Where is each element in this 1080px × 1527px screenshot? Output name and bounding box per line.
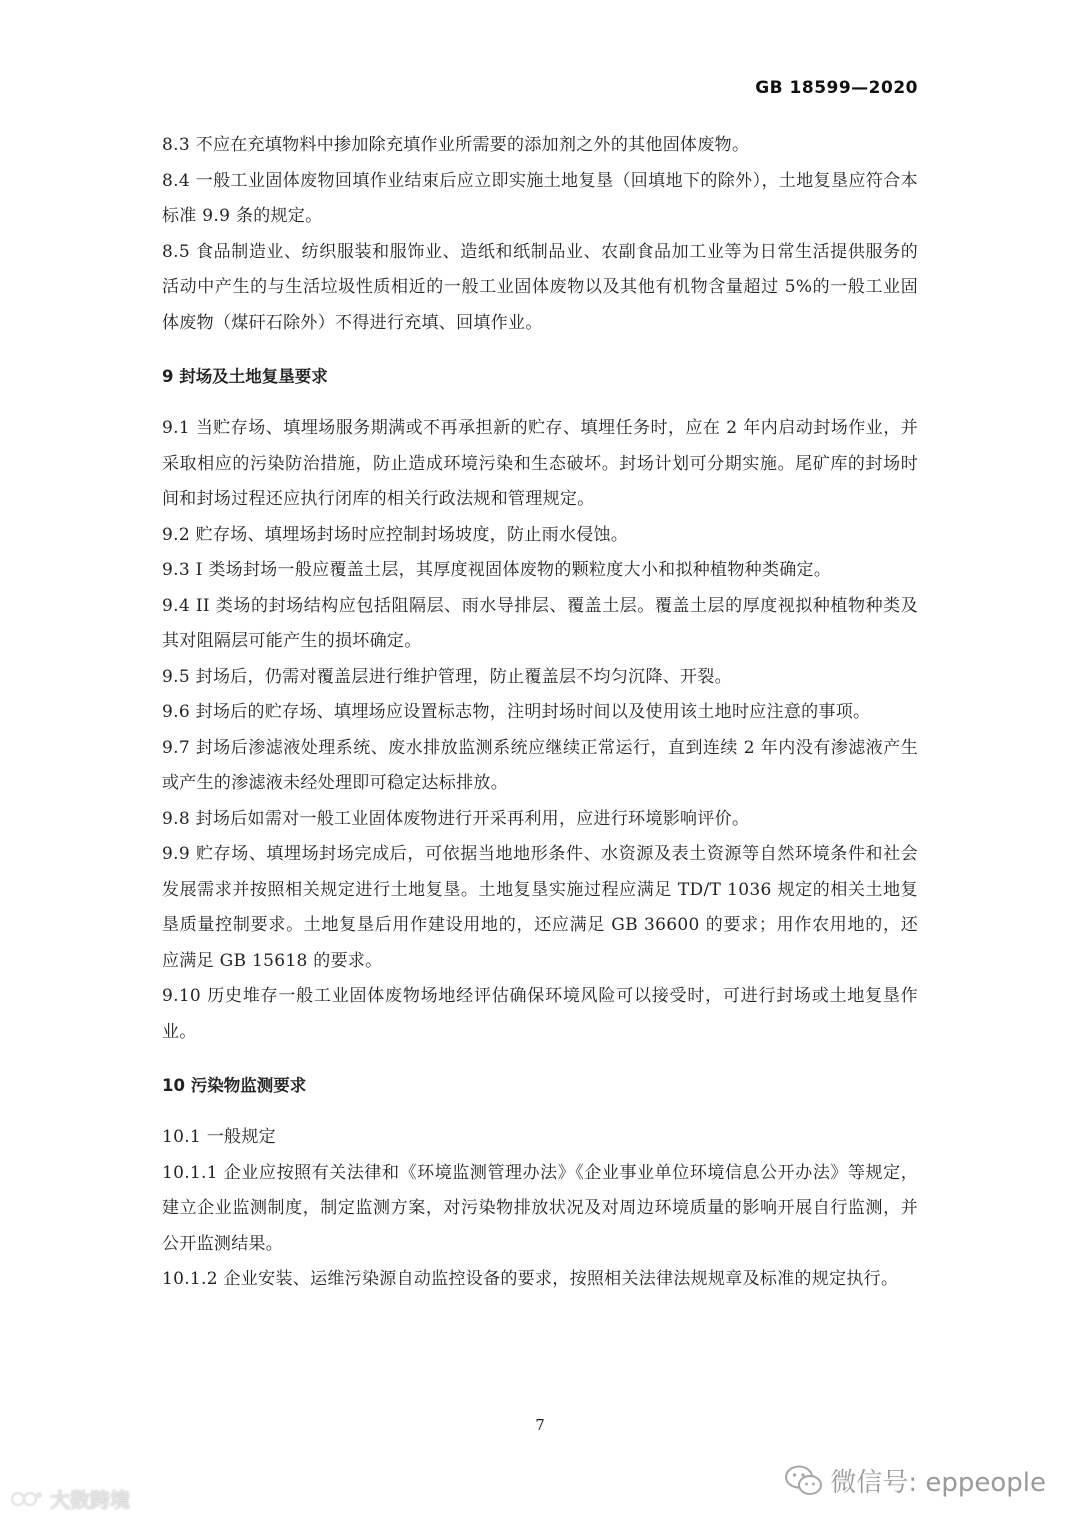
standard-number: GB 18599—2020 [755, 78, 918, 98]
clause-paragraph: 9.2 贮存场、填埋场封场时应控制封场坡度，防止雨水侵蚀。 [162, 524, 629, 545]
wechat-id-text: 微信号: eppeople [830, 1468, 1046, 1498]
clause-paragraph: 9.4 II 类场的封场结构应包括阻隔层、雨水导排层、覆盖土层。覆盖土层的厚度视拟种植物种类及其对阻隔层可能产生的损坏确定。 [162, 595, 918, 651]
wechat-icon [784, 1464, 824, 1498]
clause-paragraph: 8.5 食品制造业、纺织服装和服饰业、造纸和纸制品业、农副食品加工业等为日常生活提供服务的活动中产生的与生活垃圾性质相近的一般工业固体废物以及其他有机物含量超过 5%的一般工业固体废物（煤矸石除外）不得进行充填、回填作业。 [162, 241, 918, 333]
document-body [162, 128, 918, 1298]
clause-paragraph: 8.3 不应在充填物料中掺加除充填作业所需要的添加剂之外的其他固体废物。 [162, 135, 750, 155]
section-heading: 10 污染物监测要求 [162, 1076, 307, 1095]
clause-paragraph: 10.1 一般规定 [162, 1127, 276, 1147]
clause-paragraph: 8.4 一般工业固体废物回填作业结束后应立即实施土地复垦（回填地下的除外），土地复垦应符合本标准 9.9 条的规定。 [162, 170, 918, 226]
brand-watermark [10, 1484, 130, 1513]
clause-paragraph: 10.1.1 企业应按照有关法律和《环境监测管理办法》《企业事业单位环境信息公开办法》等规定，建立企业监测制度，制定监测方案，对污染物排放状况及对周边环境质量的影响开展自行监测，并公开监测结果。 [162, 1162, 918, 1254]
clause-paragraph: 9.1 当贮存场、填埋场服务期满或不再承担新的贮存、填埋任务时，应在 2 年内启动封场作业，并采取相应的污染防治措施，防止造成环境污染和生态破坏。封场计划可分期实施。尾矿库的封场时间和封场过程还应执行闭库的相关行政法规和管理规定。 [162, 418, 918, 509]
brand-text: 大数跨境 [50, 1488, 130, 1512]
wechat-watermark [784, 1462, 1046, 1499]
clause-paragraph: 9.10 历史堆存一般工业固体废物场地经评估确保环境风险可以接受时，可进行封场或土地复垦作业。 [162, 986, 918, 1042]
clause-paragraph: 9.6 封场后的贮存场、填埋场应设置标志物，注明封场时间以及使用该土地时应注意的事项。 [162, 702, 871, 722]
clause-paragraph: 9.3 I 类场封场一般应覆盖土层，其厚度视固体废物的颗粒度大小和拟种植物种类确定。 [162, 560, 832, 580]
clause-paragraph: 9.9 贮存场、填埋场封场完成后，可依据当地地形条件、水资源及表土资源等自然环境条件和社会发展需求并按照相关规定进行土地复垦。土地复垦实施过程应满足 TD/T 1036 规定的相关土地复垦质量控制要求。土地复垦后用作建设用地的，还应满足 GB 36600 的要求；用作农用地的，还应满足 GB 15618 的要求。 [162, 844, 918, 971]
clause-paragraph: 9.7 封场后渗滤液处理系统、废水排放监测系统应继续正常运行，直到连续 2 年内没有渗滤液产生或产生的渗滤液未经处理即可稳定达标排放。 [162, 737, 918, 793]
clause-paragraph: 9.5 封场后，仍需对覆盖层进行维护管理，防止覆盖层不均匀沉降、开裂。 [162, 666, 732, 687]
section-heading: 9 封场及土地复垦要求 [162, 367, 328, 386]
clause-paragraph: 10.1.2 企业安装、运维污染源自动监控设备的要求，按照相关法律法规规章及标准的规定执行。 [162, 1269, 899, 1289]
brand-logo-icon [10, 1488, 44, 1510]
page-number: 7 [535, 1416, 545, 1434]
clause-paragraph: 9.8 封场后如需对一般工业固体废物进行开采再利用，应进行环境影响评价。 [162, 808, 750, 829]
